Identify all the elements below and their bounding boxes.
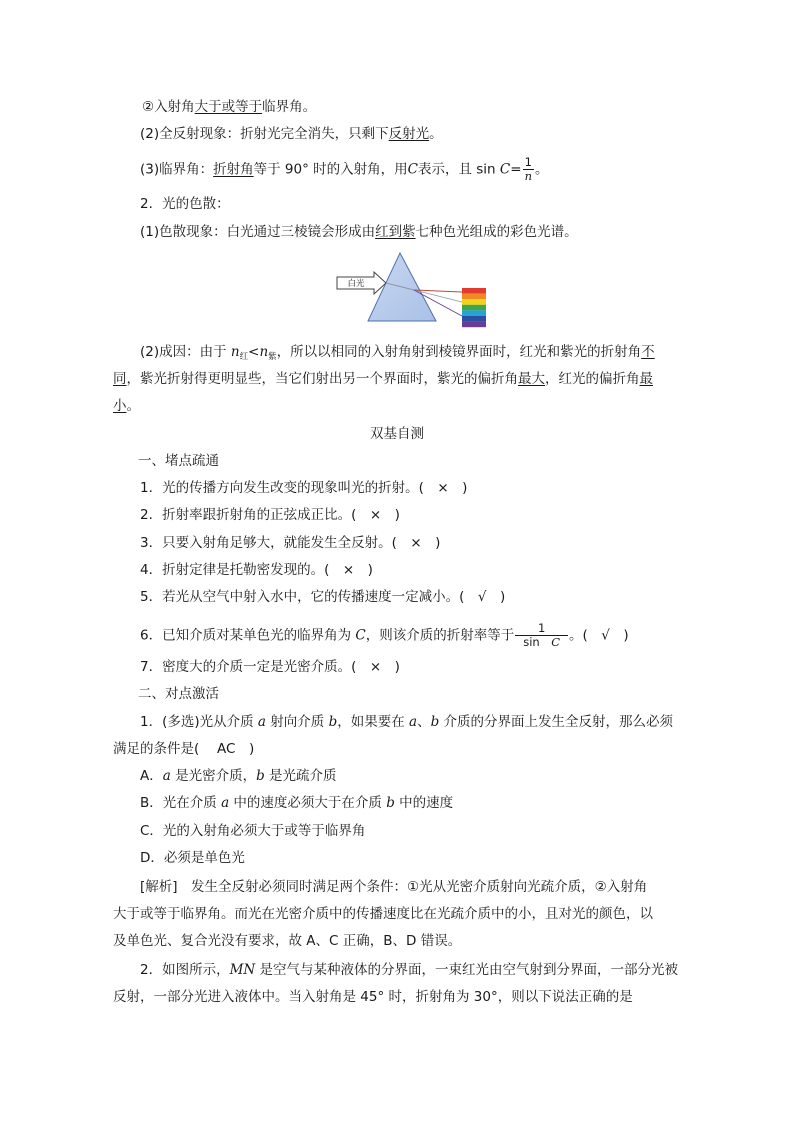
fraction-1-over-sinC [515,622,568,649]
text: sin [523,635,552,649]
text: ，则该介质的折射率等于 [365,627,515,644]
cause-line-1 [140,342,655,367]
judgement-item-6 [140,622,629,649]
text: 是光疏介质 [264,768,337,784]
part-1-heading: 一、堵点疏通 [138,453,219,469]
text: 、 [417,714,431,730]
text: (1)色散现象：白光通过三棱镜会形成由 [140,224,376,240]
section-title-dispersion: 2．光的色散： [140,196,230,212]
question-2-line-1 [140,960,678,980]
underlined-answer: 大于或等于 [194,99,263,115]
critical-angle-line [140,156,549,183]
underlined-answer: 红到紫 [375,224,416,240]
dispersion-phenomenon-line [140,222,578,242]
text: 射向介质 [265,714,329,730]
question-1-line-2: 满足的条件是( AC ) [113,741,255,757]
variable-b: b [328,714,338,730]
spectrum-band [462,322,486,328]
question-2-line-2: 反射，一部分光进入液体中。当入射角是 45° 时，折射角为 30°，则以下说法正确的是 [113,989,633,1005]
option-C: C．光的入射角必须大于或等于临界角 [140,823,366,839]
underlined-answer: 小 [113,398,127,414]
variable-b: b [256,768,265,784]
analysis-line-3: 及单色光、复合光没有要求，故 A、C 正确，B、D 错误。 [113,933,462,949]
text: 。( √ ) [569,627,629,644]
spectrum-band [462,316,486,322]
text: ，所以以相同的入射角射到棱镜界面时，红光和紫光的折射角 [276,344,642,360]
variable-a: a [162,768,171,784]
prism-dispersion-figure [334,250,494,332]
text: (2)全反射现象：折射光完全消失，只剩下 [140,126,389,142]
cause-line-2 [113,369,653,389]
text: ，如果要在 [337,714,410,730]
variable-a: a [409,714,418,730]
judgement-item-3: 3．只要入射角足够大，就能发生全反射。( × ) [140,535,441,551]
text: 。 [535,161,549,178]
option-A [140,766,337,786]
spectrum-band [462,299,486,305]
denominator: n [524,169,532,183]
judgement-item-7: 7．密度大的介质一定是光密介质。( × ) [140,659,400,675]
less-than: < [248,344,260,360]
variable-C: C [551,635,561,649]
equals-sign: = [510,161,522,178]
variable-a: a [257,714,266,730]
underlined-answer: 最 [639,371,653,387]
text: ②入射角 [142,99,195,115]
text: 。 [126,398,140,414]
underlined-answer: 反射光 [388,126,430,142]
text: 表示，且 sin [417,161,500,178]
variable-C: C [407,161,418,178]
denominator [515,635,568,649]
text: B．光在介质 [140,795,222,811]
cause-line-3 [113,396,140,416]
text: 是空气与某种液体的分界面，一束红光由空气射到分界面，一部分光被 [255,962,679,978]
text: 介质的分界面上发生全反射，那么必须 [439,714,674,730]
variable-C: C [499,161,511,178]
spectrum-band [462,305,486,311]
text: 等于 90° 时的入射角，用 [253,161,408,178]
numerator: 1 [524,155,532,169]
text: 6．已知介质对某单色光的临界角为 [140,627,356,644]
option-B [140,793,453,813]
judgement-item-2: 2．折射率跟折射角的正弦成正比。( × ) [140,507,400,523]
judgement-item-5: 5．若光从空气中射入水中，它的传播速度一定减小。( √ ) [140,589,506,605]
text: 是光密介质， [170,768,257,784]
part-2-heading: 二、对点激活 [138,686,219,702]
white-light-label: 白光 [347,279,365,289]
text: ，紫光折射得更明显些，当它们射出另一个界面时，紫光的偏折角 [126,371,518,387]
variable-C: C [355,627,366,644]
self-test-heading: 双基自测 [370,426,424,442]
color-spectrum [462,288,486,327]
spectrum-band [462,288,486,294]
subscript-violet: 紫 [268,352,277,362]
variable-a: a [221,795,230,811]
underlined-answer: 最大 [518,371,545,387]
text: 中的速度必须大于在介质 [229,795,387,811]
numerator: 1 [537,621,546,635]
variable-n: n [230,344,240,360]
option-D: D．必须是单色光 [140,850,245,866]
fraction-1-over-n [523,156,534,183]
subscript-red: 红 [239,352,249,362]
variable-b: b [386,795,395,811]
variable-MN: MN [229,962,256,978]
underlined-answer: 不 [641,344,655,360]
text: 中的速度 [394,795,454,811]
underlined-answer: 同 [113,371,127,387]
judgement-item-4: 4．折射定律是托勒密发现的。( × ) [140,562,373,578]
total-reflection-line [140,124,443,144]
analysis-line-2: 大于或等于临界角。而光在光密介质中的传播速度比在光疏介质中的小，且对光的颜色，以 [113,906,653,922]
text: A． [140,768,163,784]
analysis-line-1: [解析] 发生全反射必须同时满足两个条件：①光从光密介质射向光疏介质，②入射角 [140,879,648,895]
text: 临界角。 [262,99,317,115]
underlined-answer: 折射角 [213,161,254,178]
question-1-line-1 [140,712,673,732]
spectrum-band [462,294,486,300]
condition-2-line [142,97,316,117]
text: 七种色光组成的彩色光谱。 [415,224,578,240]
spectrum-band [462,310,486,316]
text: (3)临界角： [140,161,214,178]
text: 1．(多选)光从介质 [140,714,258,730]
text: 2．如图所示， [140,962,230,978]
judgement-item-1: 1．光的传播方向发生改变的现象叫光的折射。( × ) [140,480,468,496]
text: ，红光的偏折角 [545,371,640,387]
text: (2)成因：由于 [140,344,231,360]
variable-b: b [430,714,440,730]
variable-n: n [259,344,269,360]
text: 。 [429,126,443,142]
